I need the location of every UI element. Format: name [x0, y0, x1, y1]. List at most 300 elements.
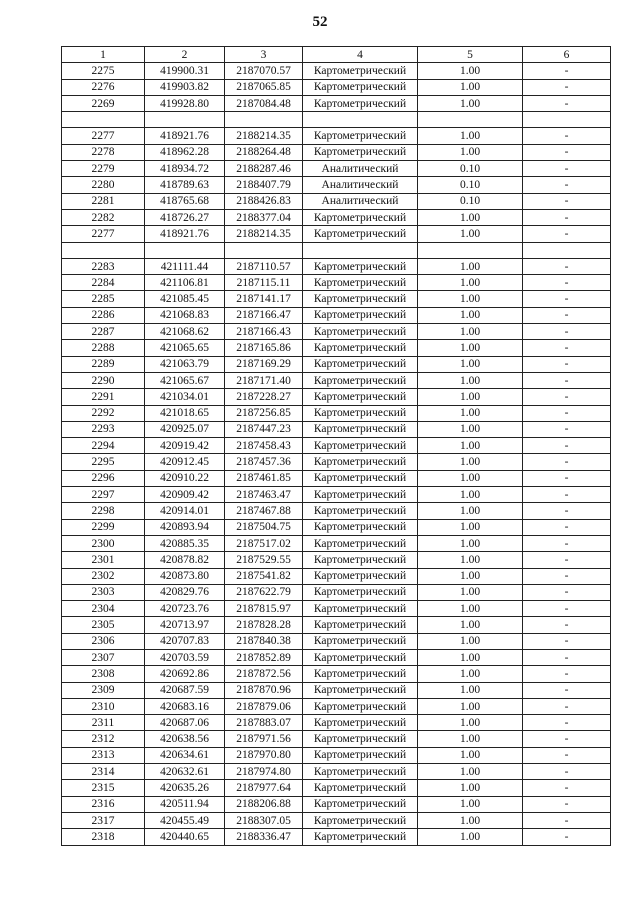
method-cell	[303, 112, 418, 128]
accuracy-cell: 1.00	[418, 617, 523, 633]
column-header: 5	[418, 47, 523, 63]
accuracy-cell: 1.00	[418, 209, 523, 225]
note-cell: -	[523, 535, 611, 551]
y-coordinate-cell	[225, 112, 303, 128]
method-cell: Картометрический	[303, 340, 418, 356]
accuracy-cell: 1.00	[418, 307, 523, 323]
method-cell: Картометрический	[303, 568, 418, 584]
x-coordinate-cell: 418726.27	[145, 209, 225, 225]
table-row	[62, 291, 611, 307]
accuracy-cell: 1.00	[418, 438, 523, 454]
note-cell: -	[523, 731, 611, 747]
point-number-cell: 2312	[62, 731, 145, 747]
accuracy-cell: 1.00	[418, 633, 523, 649]
x-coordinate-cell: 420909.42	[145, 487, 225, 503]
table-row	[62, 79, 611, 95]
point-number-cell: 2275	[62, 63, 145, 79]
accuracy-cell: 1.00	[418, 258, 523, 274]
table-row	[62, 177, 611, 193]
table-row	[62, 470, 611, 486]
x-coordinate-cell: 420703.59	[145, 649, 225, 665]
note-cell: -	[523, 340, 611, 356]
table-row	[62, 356, 611, 372]
accuracy-cell: 1.00	[418, 731, 523, 747]
y-coordinate-cell: 2187517.02	[225, 535, 303, 551]
point-number-cell: 2297	[62, 487, 145, 503]
note-cell: -	[523, 747, 611, 763]
note-cell: -	[523, 193, 611, 209]
note-cell: -	[523, 291, 611, 307]
method-cell: Картометрический	[303, 731, 418, 747]
note-cell: -	[523, 177, 611, 193]
note-cell: -	[523, 698, 611, 714]
method-cell: Картометрический	[303, 682, 418, 698]
point-number-cell: 2291	[62, 389, 145, 405]
x-coordinate-cell: 420893.94	[145, 519, 225, 535]
accuracy-cell: 1.00	[418, 764, 523, 780]
table-row	[62, 584, 611, 600]
x-coordinate-cell: 421065.67	[145, 372, 225, 388]
method-cell: Картометрический	[303, 503, 418, 519]
note-cell	[523, 242, 611, 258]
note-cell: -	[523, 144, 611, 160]
coordinates-table	[61, 46, 611, 846]
note-cell: -	[523, 552, 611, 568]
accuracy-cell: 1.00	[418, 356, 523, 372]
note-cell: -	[523, 275, 611, 291]
table-row	[62, 601, 611, 617]
accuracy-cell: 1.00	[418, 340, 523, 356]
point-number-cell: 2284	[62, 275, 145, 291]
x-coordinate-cell: 420713.97	[145, 617, 225, 633]
y-coordinate-cell: 2187815.97	[225, 601, 303, 617]
table-header-row	[62, 47, 611, 63]
column-header: 4	[303, 47, 418, 63]
x-coordinate-cell: 420635.26	[145, 780, 225, 796]
x-coordinate-cell: 420885.35	[145, 535, 225, 551]
method-cell: Картометрический	[303, 275, 418, 291]
method-cell: Картометрический	[303, 698, 418, 714]
table-row	[62, 454, 611, 470]
x-coordinate-cell: 418934.72	[145, 161, 225, 177]
point-number-cell: 2299	[62, 519, 145, 535]
accuracy-cell: 1.00	[418, 649, 523, 665]
method-cell: Картометрический	[303, 796, 418, 812]
method-cell: Картометрический	[303, 764, 418, 780]
y-coordinate-cell: 2187461.85	[225, 470, 303, 486]
note-cell: -	[523, 487, 611, 503]
method-cell: Картометрический	[303, 715, 418, 731]
method-cell: Картометрический	[303, 307, 418, 323]
table-gap-row	[62, 112, 611, 128]
note-cell: -	[523, 226, 611, 242]
table-row	[62, 633, 611, 649]
table-row	[62, 568, 611, 584]
table-row	[62, 307, 611, 323]
method-cell: Картометрический	[303, 633, 418, 649]
note-cell: -	[523, 356, 611, 372]
x-coordinate-cell: 420912.45	[145, 454, 225, 470]
y-coordinate-cell: 2187256.85	[225, 405, 303, 421]
y-coordinate-cell: 2187872.56	[225, 666, 303, 682]
table-row	[62, 747, 611, 763]
y-coordinate-cell: 2188214.35	[225, 226, 303, 242]
table-row	[62, 95, 611, 111]
x-coordinate-cell	[145, 112, 225, 128]
x-coordinate-cell: 420687.06	[145, 715, 225, 731]
point-number-cell: 2285	[62, 291, 145, 307]
accuracy-cell: 1.00	[418, 324, 523, 340]
table-body	[62, 63, 611, 845]
point-number-cell: 2292	[62, 405, 145, 421]
accuracy-cell: 1.00	[418, 780, 523, 796]
y-coordinate-cell: 2187458.43	[225, 438, 303, 454]
method-cell: Картометрический	[303, 63, 418, 79]
method-cell: Картометрический	[303, 226, 418, 242]
note-cell: -	[523, 389, 611, 405]
accuracy-cell: 1.00	[418, 144, 523, 160]
point-number-cell: 2295	[62, 454, 145, 470]
x-coordinate-cell: 420873.80	[145, 568, 225, 584]
table-row	[62, 617, 611, 633]
table-row	[62, 193, 611, 209]
table-row	[62, 405, 611, 421]
x-coordinate-cell: 421068.62	[145, 324, 225, 340]
y-coordinate-cell: 2187467.88	[225, 503, 303, 519]
method-cell	[303, 242, 418, 258]
table-row	[62, 666, 611, 682]
x-coordinate-cell: 420638.56	[145, 731, 225, 747]
accuracy-cell: 1.00	[418, 405, 523, 421]
y-coordinate-cell: 2187141.17	[225, 291, 303, 307]
table-row	[62, 161, 611, 177]
point-number-cell: 2290	[62, 372, 145, 388]
note-cell: -	[523, 601, 611, 617]
accuracy-cell: 1.00	[418, 372, 523, 388]
note-cell: -	[523, 780, 611, 796]
accuracy-cell: 1.00	[418, 79, 523, 95]
method-cell: Картометрический	[303, 666, 418, 682]
accuracy-cell: 1.00	[418, 584, 523, 600]
point-number-cell	[62, 242, 145, 258]
point-number-cell: 2306	[62, 633, 145, 649]
column-header: 1	[62, 47, 145, 63]
y-coordinate-cell: 2187166.47	[225, 307, 303, 323]
point-number-cell: 2311	[62, 715, 145, 731]
y-coordinate-cell: 2187084.48	[225, 95, 303, 111]
accuracy-cell: 1.00	[418, 715, 523, 731]
method-cell: Аналитический	[303, 177, 418, 193]
accuracy-cell: 1.00	[418, 666, 523, 682]
y-coordinate-cell: 2187870.96	[225, 682, 303, 698]
y-coordinate-cell: 2187169.29	[225, 356, 303, 372]
accuracy-cell: 1.00	[418, 796, 523, 812]
note-cell: -	[523, 63, 611, 79]
method-cell: Картометрический	[303, 372, 418, 388]
method-cell: Картометрический	[303, 405, 418, 421]
accuracy-cell: 1.00	[418, 454, 523, 470]
table-row	[62, 209, 611, 225]
accuracy-cell: 0.10	[418, 177, 523, 193]
x-coordinate-cell: 420925.07	[145, 421, 225, 437]
x-coordinate-cell: 421034.01	[145, 389, 225, 405]
x-coordinate-cell: 420878.82	[145, 552, 225, 568]
x-coordinate-cell: 420634.61	[145, 747, 225, 763]
y-coordinate-cell: 2187541.82	[225, 568, 303, 584]
y-coordinate-cell: 2187970.80	[225, 747, 303, 763]
point-number-cell: 2313	[62, 747, 145, 763]
table-row	[62, 503, 611, 519]
y-coordinate-cell: 2187852.89	[225, 649, 303, 665]
point-number-cell: 2307	[62, 649, 145, 665]
y-coordinate-cell: 2187840.38	[225, 633, 303, 649]
point-number-cell: 2300	[62, 535, 145, 551]
x-coordinate-cell: 419903.82	[145, 79, 225, 95]
note-cell: -	[523, 519, 611, 535]
accuracy-cell: 1.00	[418, 568, 523, 584]
point-number-cell: 2280	[62, 177, 145, 193]
point-number-cell: 2281	[62, 193, 145, 209]
method-cell: Аналитический	[303, 193, 418, 209]
note-cell: -	[523, 764, 611, 780]
x-coordinate-cell: 421111.44	[145, 258, 225, 274]
point-number-cell: 2305	[62, 617, 145, 633]
y-coordinate-cell: 2188206.88	[225, 796, 303, 812]
note-cell: -	[523, 633, 611, 649]
point-number-cell	[62, 112, 145, 128]
y-coordinate-cell: 2188336.47	[225, 829, 303, 845]
method-cell: Картометрический	[303, 356, 418, 372]
note-cell: -	[523, 438, 611, 454]
point-number-cell: 2303	[62, 584, 145, 600]
y-coordinate-cell: 2187879.06	[225, 698, 303, 714]
accuracy-cell: 1.00	[418, 487, 523, 503]
method-cell: Картометрический	[303, 128, 418, 144]
accuracy-cell: 1.00	[418, 503, 523, 519]
note-cell: -	[523, 649, 611, 665]
y-coordinate-cell: 2187883.07	[225, 715, 303, 731]
note-cell: -	[523, 796, 611, 812]
x-coordinate-cell: 418789.63	[145, 177, 225, 193]
point-number-cell: 2279	[62, 161, 145, 177]
method-cell: Картометрический	[303, 389, 418, 405]
point-number-cell: 2276	[62, 79, 145, 95]
point-number-cell: 2301	[62, 552, 145, 568]
note-cell	[523, 112, 611, 128]
point-number-cell: 2282	[62, 209, 145, 225]
point-number-cell: 2287	[62, 324, 145, 340]
accuracy-cell: 1.00	[418, 275, 523, 291]
point-number-cell: 2288	[62, 340, 145, 356]
method-cell: Картометрический	[303, 144, 418, 160]
note-cell: -	[523, 161, 611, 177]
y-coordinate-cell: 2187971.56	[225, 731, 303, 747]
table-row	[62, 519, 611, 535]
accuracy-cell: 1.00	[418, 519, 523, 535]
method-cell: Картометрический	[303, 552, 418, 568]
x-coordinate-cell: 420455.49	[145, 812, 225, 828]
accuracy-cell: 1.00	[418, 829, 523, 845]
note-cell: -	[523, 128, 611, 144]
column-header: 2	[145, 47, 225, 63]
y-coordinate-cell: 2188264.48	[225, 144, 303, 160]
y-coordinate-cell: 2188377.04	[225, 209, 303, 225]
point-number-cell: 2316	[62, 796, 145, 812]
table-row	[62, 812, 611, 828]
x-coordinate-cell: 420511.94	[145, 796, 225, 812]
column-header: 3	[225, 47, 303, 63]
table-row	[62, 796, 611, 812]
x-coordinate-cell: 418962.28	[145, 144, 225, 160]
table-row	[62, 552, 611, 568]
accuracy-cell: 0.10	[418, 193, 523, 209]
point-number-cell: 2308	[62, 666, 145, 682]
method-cell: Картометрический	[303, 601, 418, 617]
y-coordinate-cell: 2187171.40	[225, 372, 303, 388]
page-number: 52	[312, 14, 328, 30]
x-coordinate-cell: 418921.76	[145, 226, 225, 242]
x-coordinate-cell: 420692.86	[145, 666, 225, 682]
table-row	[62, 715, 611, 731]
note-cell: -	[523, 617, 611, 633]
table-row	[62, 829, 611, 845]
accuracy-cell: 1.00	[418, 291, 523, 307]
note-cell: -	[523, 405, 611, 421]
table-row	[62, 275, 611, 291]
x-coordinate-cell: 420440.65	[145, 829, 225, 845]
accuracy-cell	[418, 242, 523, 258]
note-cell: -	[523, 812, 611, 828]
point-number-cell: 2317	[62, 812, 145, 828]
point-number-cell: 2296	[62, 470, 145, 486]
column-header: 6	[523, 47, 611, 63]
point-number-cell: 2278	[62, 144, 145, 160]
table-row	[62, 63, 611, 79]
method-cell: Картометрический	[303, 535, 418, 551]
x-coordinate-cell: 420914.01	[145, 503, 225, 519]
point-number-cell: 2283	[62, 258, 145, 274]
method-cell: Картометрический	[303, 454, 418, 470]
y-coordinate-cell: 2187228.27	[225, 389, 303, 405]
point-number-cell: 2310	[62, 698, 145, 714]
accuracy-cell	[418, 112, 523, 128]
table-row	[62, 731, 611, 747]
method-cell: Картометрический	[303, 324, 418, 340]
y-coordinate-cell: 2187070.57	[225, 63, 303, 79]
y-coordinate-cell: 2187828.28	[225, 617, 303, 633]
note-cell: -	[523, 307, 611, 323]
method-cell: Картометрический	[303, 209, 418, 225]
y-coordinate-cell: 2188287.46	[225, 161, 303, 177]
point-number-cell: 2314	[62, 764, 145, 780]
accuracy-cell: 1.00	[418, 535, 523, 551]
table-row	[62, 421, 611, 437]
accuracy-cell: 1.00	[418, 63, 523, 79]
method-cell: Картометрический	[303, 470, 418, 486]
note-cell: -	[523, 258, 611, 274]
accuracy-cell: 1.00	[418, 812, 523, 828]
y-coordinate-cell: 2187974.80	[225, 764, 303, 780]
point-number-cell: 2304	[62, 601, 145, 617]
x-coordinate-cell: 419900.31	[145, 63, 225, 79]
point-number-cell: 2277	[62, 226, 145, 242]
table-row	[62, 324, 611, 340]
table-row	[62, 682, 611, 698]
method-cell: Картометрический	[303, 258, 418, 274]
y-coordinate-cell: 2187110.57	[225, 258, 303, 274]
x-coordinate-cell: 420829.76	[145, 584, 225, 600]
y-coordinate-cell: 2187065.85	[225, 79, 303, 95]
table-row	[62, 144, 611, 160]
accuracy-cell: 1.00	[418, 95, 523, 111]
note-cell: -	[523, 209, 611, 225]
y-coordinate-cell: 2187165.86	[225, 340, 303, 356]
x-coordinate-cell: 418765.68	[145, 193, 225, 209]
x-coordinate-cell: 420723.76	[145, 601, 225, 617]
point-number-cell: 2289	[62, 356, 145, 372]
x-coordinate-cell: 420919.42	[145, 438, 225, 454]
accuracy-cell: 1.00	[418, 470, 523, 486]
point-number-cell: 2309	[62, 682, 145, 698]
method-cell: Картометрический	[303, 291, 418, 307]
table-row	[62, 698, 611, 714]
note-cell: -	[523, 666, 611, 682]
x-coordinate-cell: 421085.45	[145, 291, 225, 307]
accuracy-cell: 1.00	[418, 421, 523, 437]
accuracy-cell: 1.00	[418, 226, 523, 242]
point-number-cell: 2318	[62, 829, 145, 845]
y-coordinate-cell: 2188426.83	[225, 193, 303, 209]
table-row	[62, 487, 611, 503]
note-cell: -	[523, 503, 611, 519]
table-row	[62, 226, 611, 242]
method-cell: Картометрический	[303, 584, 418, 600]
y-coordinate-cell: 2188307.05	[225, 812, 303, 828]
table-row	[62, 535, 611, 551]
x-coordinate-cell: 419928.80	[145, 95, 225, 111]
point-number-cell: 2298	[62, 503, 145, 519]
x-coordinate-cell: 420683.16	[145, 698, 225, 714]
y-coordinate-cell: 2187504.75	[225, 519, 303, 535]
note-cell: -	[523, 95, 611, 111]
method-cell: Картометрический	[303, 617, 418, 633]
table-row	[62, 764, 611, 780]
point-number-cell: 2315	[62, 780, 145, 796]
x-coordinate-cell: 421065.65	[145, 340, 225, 356]
method-cell: Картометрический	[303, 829, 418, 845]
x-coordinate-cell	[145, 242, 225, 258]
table-row	[62, 780, 611, 796]
accuracy-cell: 1.00	[418, 747, 523, 763]
table-row	[62, 372, 611, 388]
method-cell: Картометрический	[303, 421, 418, 437]
table-row	[62, 389, 611, 405]
note-cell: -	[523, 682, 611, 698]
note-cell: -	[523, 324, 611, 340]
y-coordinate-cell: 2187447.23	[225, 421, 303, 437]
y-coordinate-cell: 2187115.11	[225, 275, 303, 291]
table-row	[62, 128, 611, 144]
accuracy-cell: 1.00	[418, 682, 523, 698]
table-row	[62, 258, 611, 274]
table-gap-row	[62, 242, 611, 258]
x-coordinate-cell: 421068.83	[145, 307, 225, 323]
table-row	[62, 649, 611, 665]
y-coordinate-cell	[225, 242, 303, 258]
x-coordinate-cell: 421106.81	[145, 275, 225, 291]
method-cell: Картометрический	[303, 519, 418, 535]
accuracy-cell: 0.10	[418, 161, 523, 177]
